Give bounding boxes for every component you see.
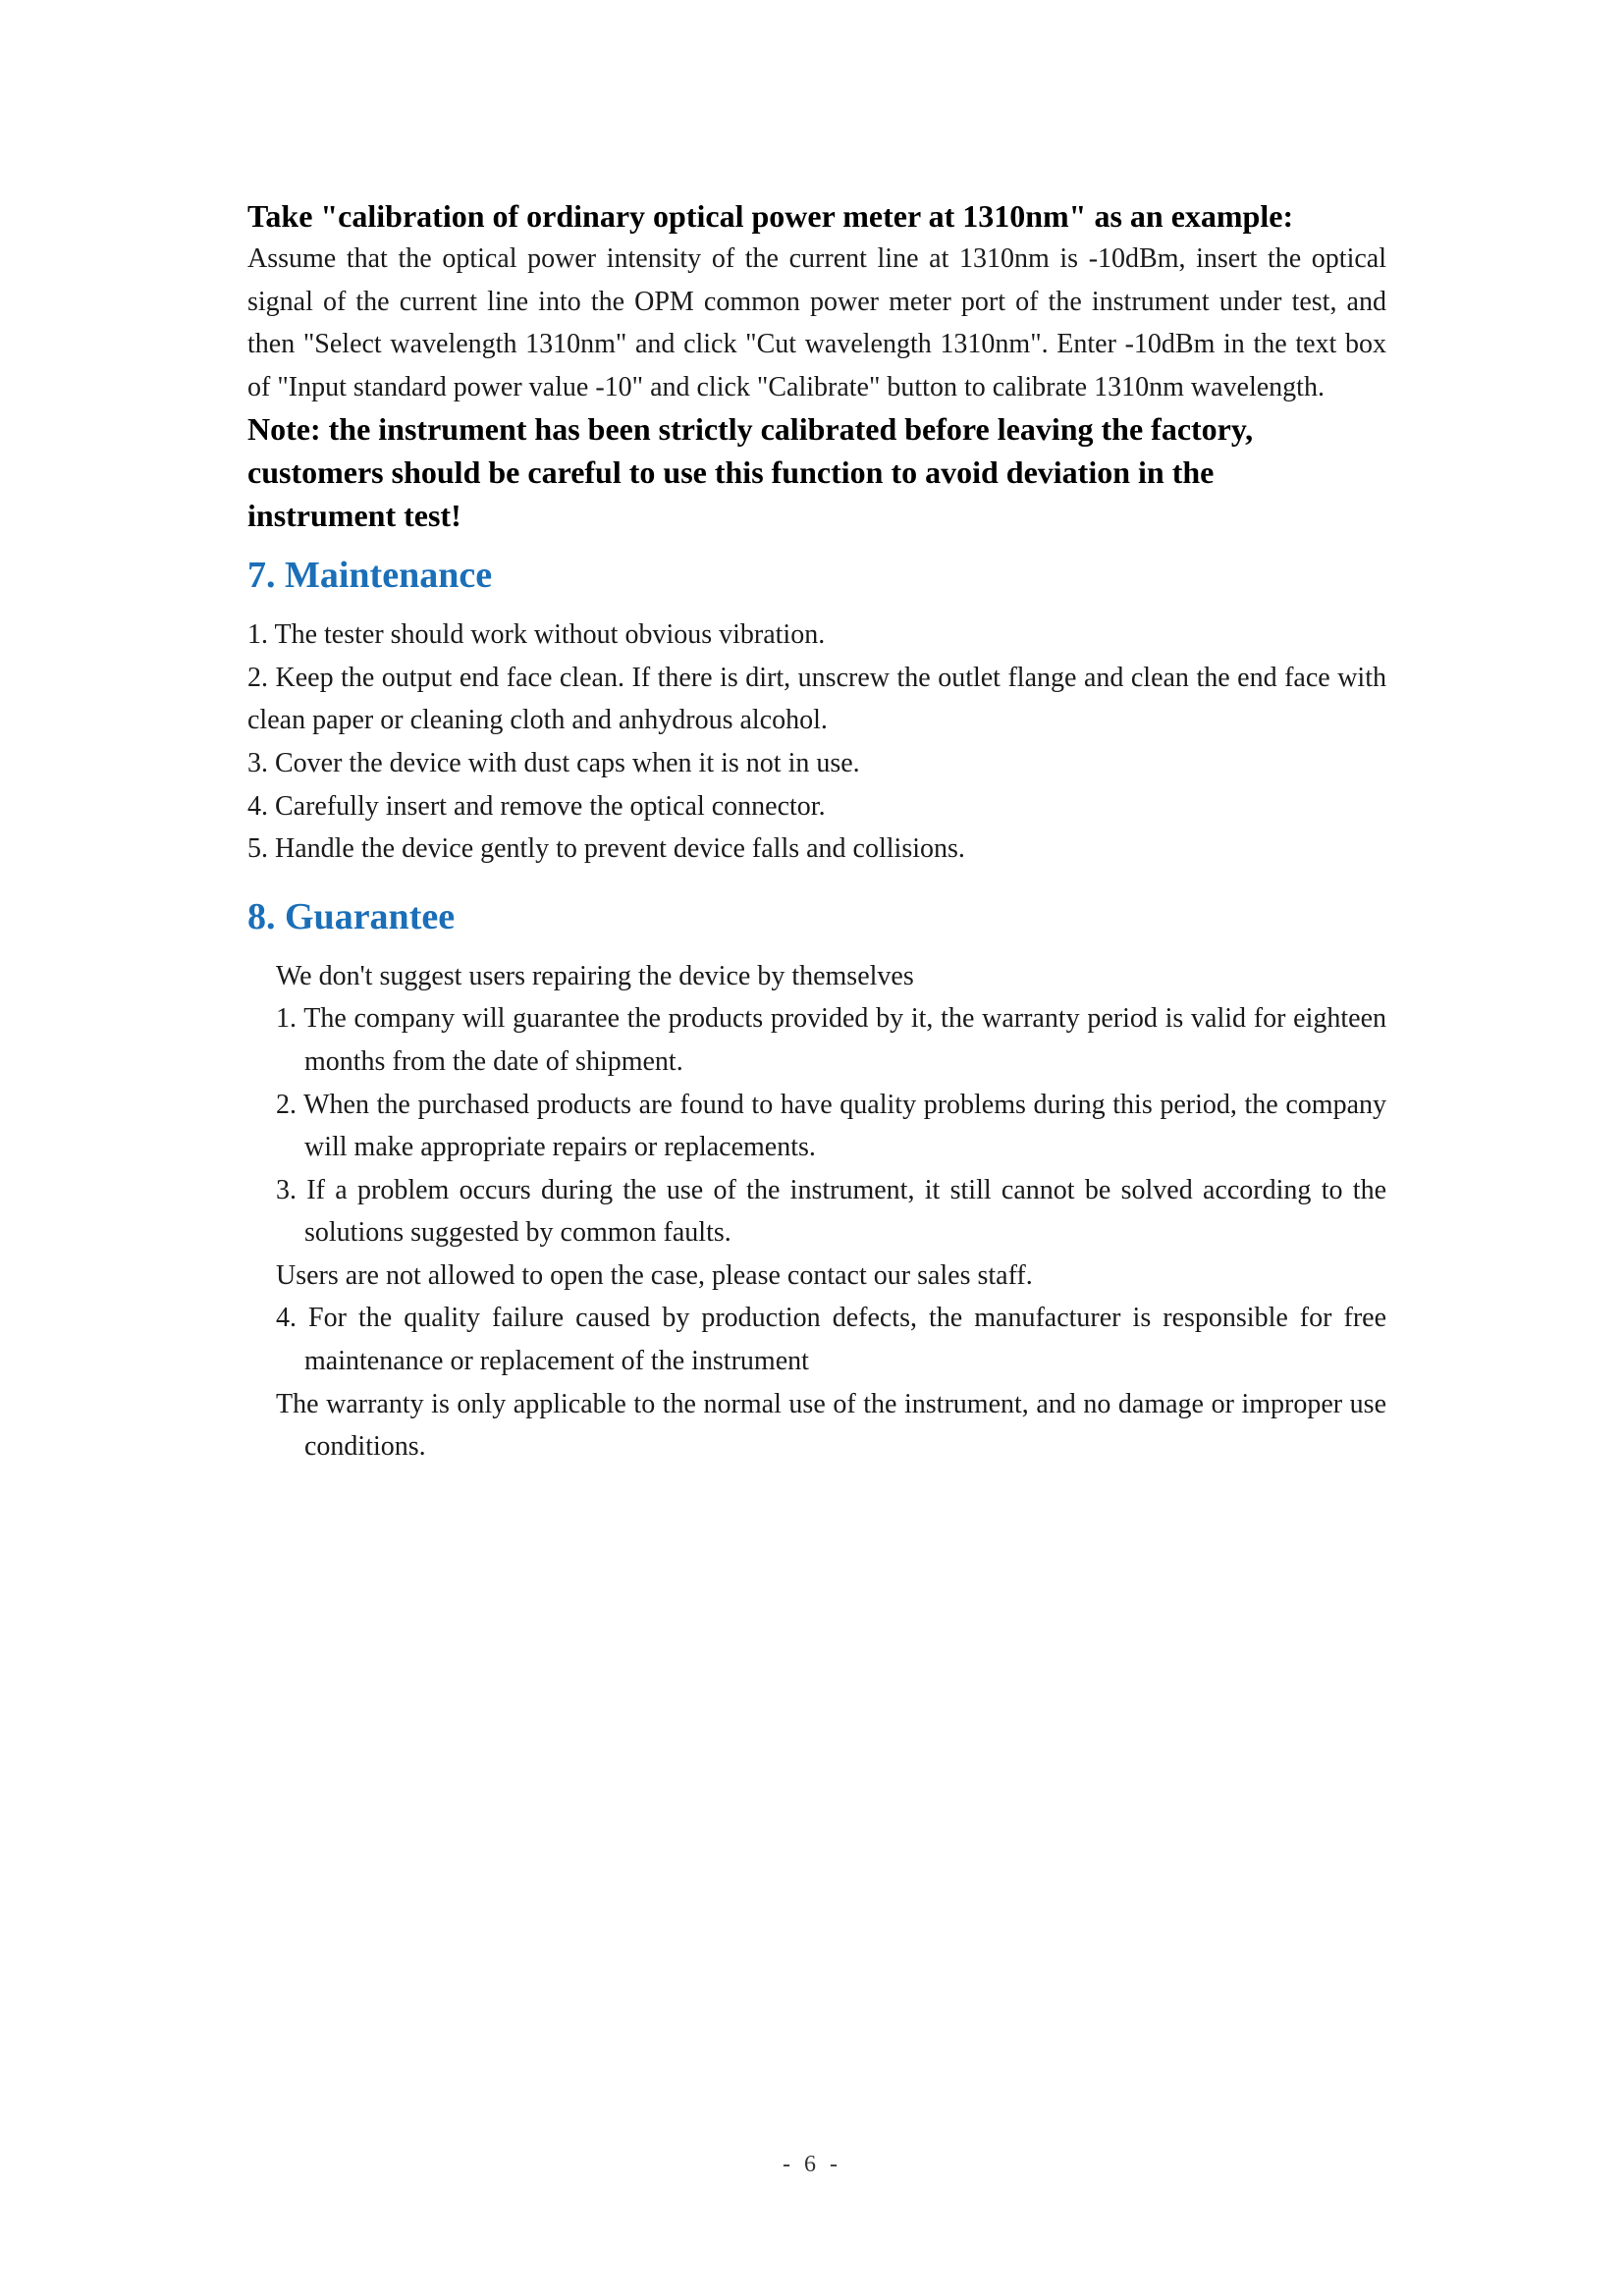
- maintenance-item: 5. Handle the device gently to prevent device falls and collisions.: [247, 833, 965, 865]
- maintenance-item: 3. Cover the device with dust caps when it is not in use.: [247, 747, 860, 778]
- guarantee-heading: 8. Guarantee: [247, 895, 456, 937]
- guarantee-item-3: 3. If a problem occurs during the use of the instrument, it still cannot be solved according to the solutions suggested by common faults.: [276, 1174, 1386, 1249]
- maintenance-heading: 7. Maintenance: [247, 555, 493, 597]
- calibration-note: Note: the instrument has been strictly calibrated before leaving the factory, customers should be careful to use this function to avoid deviation in the instrument test!: [247, 411, 1254, 533]
- guarantee-item-2: 2. When the purchased products are found to have quality problems during this period, the company will make appropriate repairs or replacements.: [276, 1089, 1386, 1163]
- maintenance-item: 1. The tester should work without obvious vibration.: [247, 619, 826, 651]
- guarantee-item-1: 1. The company will guarantee the products provided by it, the warranty period is valid for eighteen months from the date of shipment.: [276, 1003, 1386, 1077]
- guarantee-item-4: 4. For the quality failure caused by production defects, the manufacturer is responsible for free maintenance or replacement of the instrument: [276, 1303, 1386, 1377]
- guarantee-intro: We don't suggest users repairing the device by themselves: [276, 960, 914, 991]
- guarantee-body: [247, 955, 1386, 1468]
- guarantee-users-note: Users are not allowed to open the case, please contact our sales staff.: [276, 1259, 1033, 1291]
- calibration-example-heading: Take "calibration of ordinary optical power meter at 1310nm" as an example:: [247, 198, 1294, 234]
- calibration-paragraph: Assume that the optical power intensity of the current line at 1310nm is -10dBm, insert the optical signal of the current line into the OPM common power meter port of the instrument under test, and then "Select wavelength 1310nm" and click "Cut wavelength 1310nm". Enter -10dBm in the text box of "Input standard power value -10" and click "Calibrate" button to calibrate 1310nm wavelength.: [247, 243, 1386, 402]
- maintenance-item: 2. Keep the output end face clean. If there is dirt, unscrew the outlet flange and clean the end face with clean paper or cleaning cloth and anhydrous alcohol.: [247, 662, 1386, 736]
- page-content: [247, 194, 1386, 1468]
- page-number: - 6 -: [783, 2152, 841, 2177]
- maintenance-item: 4. Carefully insert and remove the optical connector.: [247, 790, 826, 822]
- maintenance-list: [247, 614, 1386, 871]
- guarantee-warranty-note: The warranty is only applicable to the normal use of the instrument, and no damage or improper use conditions.: [276, 1388, 1386, 1463]
